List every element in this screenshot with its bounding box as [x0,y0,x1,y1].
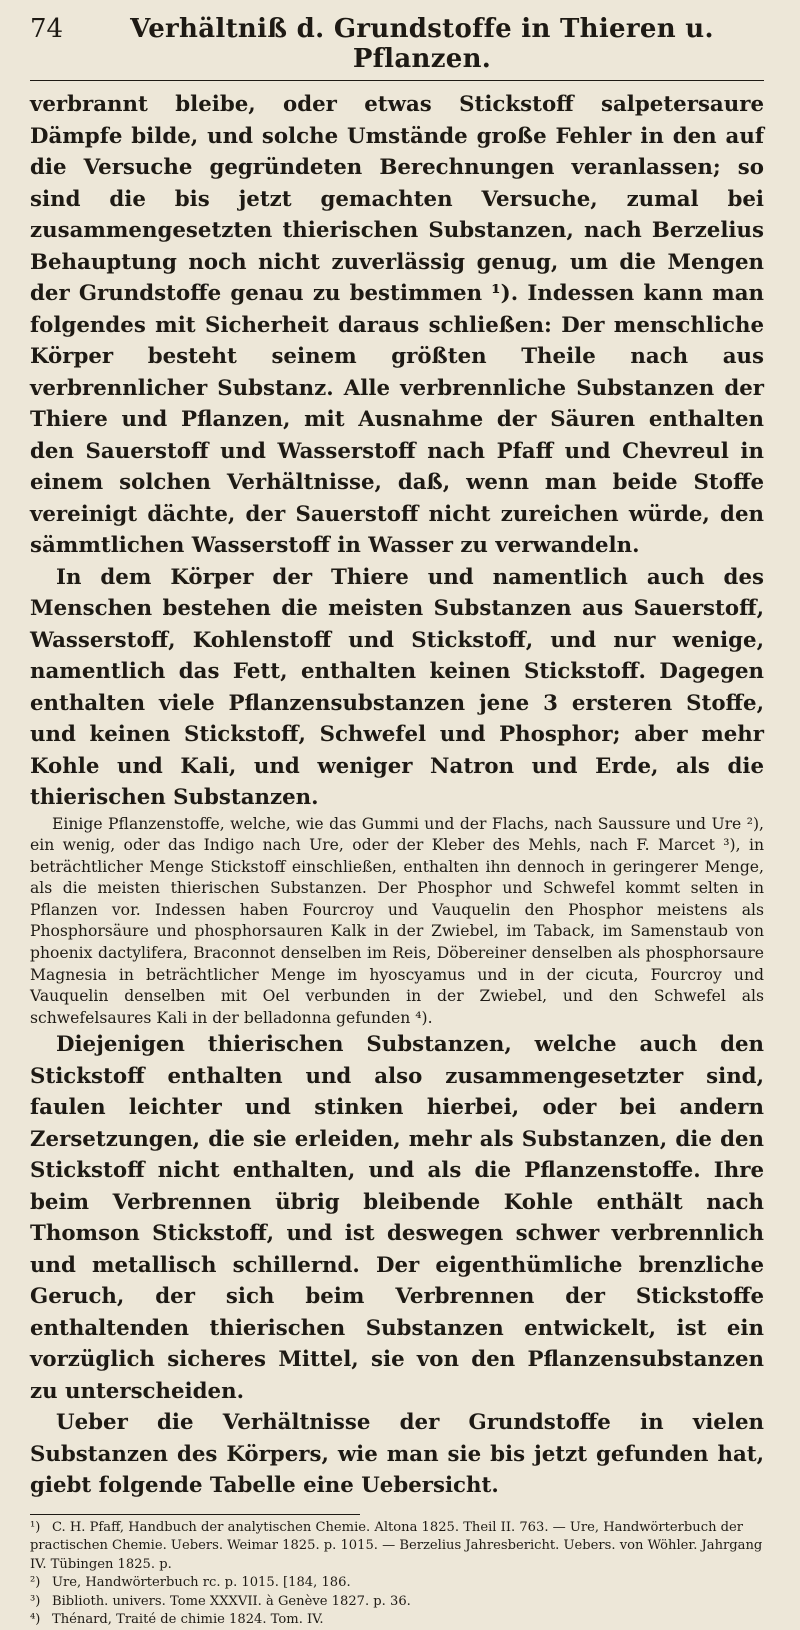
paragraph: In dem Körper der Thiere und namentlich auch des Menschen bestehen die meisten Substanzen aus Sauerstoff, Wasserstoff, Kohlenstoff und Stickstoff, und nur wenige, namentlich das Fett, enthalten keinen Stickstoff. Dagegen enthalten viele Pflanzensubstanzen jene 3 ersteren Stoffe, und keinen Stickstoff, Schwefel und Phosphor; aber mehr Kohle und Kali, und weniger Natron und Erde, als die thierischen Substanzen. [30,564,764,810]
paragraph: verbrannt bleibe, oder etwas Stickstoff salpetersaure Dämpfe bilde, und solche Umstände große Fehler in den auf die Versuche gegründeten Berechnungen veranlassen; so sind die bis jetzt gemachten Versuche, zumal bei zusammengesetzten thierischen Substanzen, nach Berzelius Behauptung noch nicht zuverlässig genug, um die Mengen der Grundstoffe genau zu bestimmen ¹). Indessen kann man folgendes mit Sicherheit daraus schließen: Der menschliche Körper besteht seinem größten Theile nach aus verbrennlicher Substanz. Alle verbrennliche Substanzen der Thiere und Pflanzen, mit Ausnahme der Säuren enthalten den Sauerstoff und Wasserstoff nach Pfaff und Chevreul in einem solchen Verhältnisse, daß, wenn man beide Stoffe vereinigt dächte, der Sauerstoff nicht zureichen würde, den sämmtlichen Wasserstoff in Wasser zu verwandeln. [30,92,764,558]
footnote-mark: ²) [30,1575,41,1591]
running-title: Verhältniß d. Grundstoffe in Thieren u. Pflanzen. [130,14,714,74]
footnote-text: C. H. Pfaff, Handbuch der analytischen Chemie. Altona 1825. Theil II. 763. — Ure, Handwörterbuch der practischen Chemie. Uebers. Weimar 1825. p. 1015. — Berzelius Jahresbericht. Uebers. von Wöhler. Jahrgang IV. Tübingen 1825. p. [30,1519,763,1572]
footnote-divider [30,1514,360,1515]
page-header [30,14,764,81]
footnote [30,1519,764,1575]
footnote-mark: ⁴) [30,1612,41,1628]
main-text-block-1 [30,89,764,814]
footnote-text: Ure, Handwörterbuch rc. p. 1015. [184, 186. [52,1575,351,1591]
small-print-note [30,814,764,1030]
footnotes [30,1519,764,1630]
small-paragraph: Einige Pflanzenstoffe, welche, wie das Gummi und der Flachs, nach Saussure und Ure ²), ein wenig, oder das Indigo nach Ure, oder der Kleber des Mehls, nach F. Marcet ³), in beträchtlicher Menge Stickstoff einschließen, enthalten ihn dennoch in geringerer Menge, als die meisten thierischen Substanzen. Der Phosphor und Schwefel kommt selten in Pflanzen vor. Indessen haben Fourcroy und Vauquelin den Phosphor meistens als Phosphorsäure und phosphorsauren Kalk in der Zwiebel, im Taback, im Samenstaub von phoenix dactylifera, Braconnot denselben im Reis, Döbereiner denselben als phosphorsaure Magnesia in beträchtlicher Menge im hyoscyamus und in der cicuta, Fourcroy und Vauquelin denselben mit Oel verbunden in der Zwiebel, und den Schwefel als schwefelsaures Kali in der belladonna gefunden ⁴). [30,814,764,1027]
footnote-text: Thénard, Traité de chimie 1824. Tom. IV. [52,1612,324,1628]
footnote-mark: ¹) [30,1519,41,1535]
footnote [30,1574,764,1593]
main-text-block-2 [30,1029,764,1502]
footnote [30,1611,764,1630]
footnote-mark: ³) [30,1593,41,1609]
page-number: 74 [30,14,64,44]
paragraph: Diejenigen thierischen Substanzen, welche auch den Stickstoff enthalten und also zusammengesetzter sind, faulen leichter und stinken hierbei, oder bei andern Zersetzungen, die sie erleiden, mehr als Substanzen, die den Stickstoff nicht enthalten, und als die Pflanzenstoffe. Ihre beim Verbrennen übrig bleibende Kohle enthält nach Thomson Stickstoff, und ist deswegen schwer verbrennlich und metallisch schillernd. Der eigenthümliche brenzliche Geruch, der sich beim Verbrennen der Stickstoffe enthaltenden thierischen Substanzen entwickelt, ist ein vorzüglich sicheres Mittel, sie von den Pflanzensubstanzen zu unterscheiden. [30,1032,764,1404]
footnote-text: Biblioth. univers. Tome XXXVII. à Genève 1827. p. 36. [52,1593,411,1609]
paragraph: Ueber die Verhältnisse der Grundstoffe in vielen Substanzen des Körpers, wie man sie bis jetzt gefunden hat, giebt folgende Tabelle eine Uebersicht. [30,1410,764,1499]
footnote [30,1593,764,1612]
